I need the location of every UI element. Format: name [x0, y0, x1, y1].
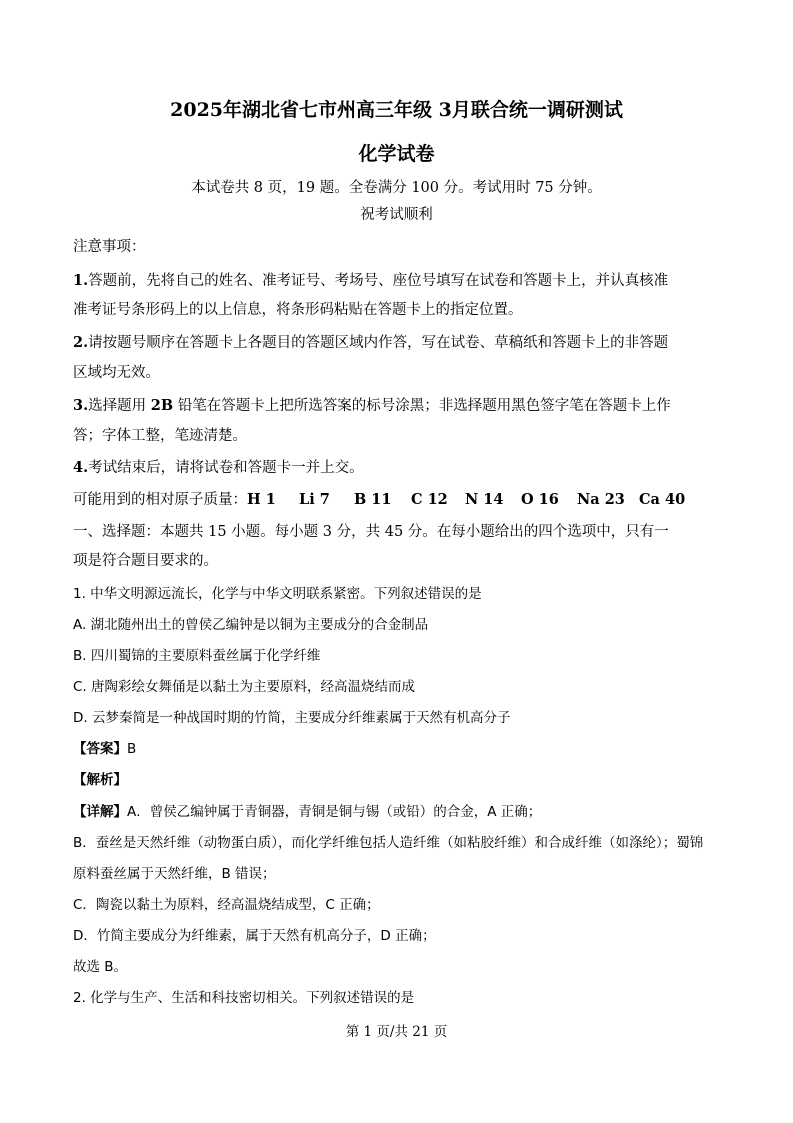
q1-stem: 1. 中华文明源远流长，化学与中华文明联系紧密。下列叙述错误的是 — [73, 586, 482, 602]
note-4-text: 考试结束后，请将试卷和答题卡一并上交。 — [88, 460, 364, 476]
note-4-line-1 — [73, 458, 364, 478]
atomic-mass-line — [73, 490, 685, 510]
note-2-text: 请按题号顺序在答题卡上各题目的答题区域内作答，写在试卷、草稿纸和答题卡上的非答题 — [88, 335, 669, 351]
note-2-number: 2. — [73, 334, 89, 351]
note-3-line-1 — [73, 396, 671, 416]
q1-detail-b-line-1: B．蚕丝是天然纤维（动物蛋白质），而化学纤维包括人造纤维（如粘胶纤维）和合成纤维（如涤纶）；蜀锦 — [73, 835, 704, 851]
notes-heading: 注意事项： — [73, 239, 146, 255]
q1-detail-b-line-2: 原料蚕丝属于天然纤维，B 错误； — [73, 866, 276, 882]
note-3-text-c: 铅笔在答题卡上把所选答案的标号涂黑；非选择题用黑色签字笔在答题卡上作 — [173, 398, 671, 414]
atomic-mass-item: Li 7 — [299, 491, 330, 508]
q1-detail-a — [73, 802, 541, 822]
atomic-mass-item: Ca 40 — [639, 491, 686, 508]
section-1-line-1: 一、选择题：本题共 15 小题。每小题 3 分，共 45 分。在每小题给出的四个选项中，只有一 — [73, 524, 669, 540]
note-1-text: 答题前，先将自己的姓名、准考证号、考场号、座位号填写在试卷和答题卡上，并认真核准 — [88, 273, 669, 289]
note-3-text-a: 选择题用 — [88, 398, 151, 414]
atomic-mass-label: 可能用到的相对原子质量： — [73, 492, 247, 508]
q1-answer — [73, 739, 136, 759]
atomic-mass-item: N 14 — [465, 491, 504, 508]
exam-subtitle: 化学试卷 — [358, 143, 435, 165]
page-footer: 第 1 页/共 21 页 — [345, 1024, 448, 1040]
section-1-line-2: 项是符合题目要求的。 — [73, 553, 218, 569]
note-3-line-2: 答；字体工整，笔迹清楚。 — [73, 428, 247, 444]
atomic-mass-item: C 12 — [411, 491, 448, 508]
q1-option-a: A. 湖北随州出土的曾侯乙编钟是以铜为主要成分的合金制品 — [73, 617, 429, 633]
atomic-mass-item: Na 23 — [577, 491, 625, 508]
note-3-number: 3. — [73, 397, 89, 414]
q1-option-d: D. 云梦秦简是一种战国时期的竹简，主要成分纤维素属于天然有机高分子 — [73, 710, 511, 726]
q2-stem: 2. 化学与生产、生活和科技密切相关。下列叙述错误的是 — [73, 990, 415, 1006]
note-4-number: 4. — [73, 459, 89, 476]
answer-value: B — [127, 741, 137, 757]
note-2-line-1 — [73, 333, 668, 353]
q1-detail-d: D．竹简主要成分为纤维素，属于天然有机高分子，D 正确； — [73, 928, 436, 944]
q1-option-b: B. 四川蜀锦的主要原料蚕丝属于化学纤维 — [73, 648, 321, 664]
note-1-line-2: 准考证号条形码上的以上信息，将条形码粘贴在答题卡上的指定位置。 — [73, 302, 523, 318]
detail-a-text: A．曾侯乙编钟属于青铜器，青铜是铜与锡（或铅）的合金，A 正确； — [127, 804, 542, 820]
atomic-mass-item: O 16 — [521, 491, 559, 508]
exam-wish: 祝考试顺利 — [360, 207, 433, 223]
detail-tag: 【详解】 — [73, 804, 127, 820]
q1-conclusion: 故选 B。 — [73, 959, 128, 975]
exam-info: 本试卷共 8 页，19 题。全卷满分 100 分。考试用时 75 分钟。 — [191, 180, 602, 196]
atomic-mass-item: B 11 — [354, 491, 392, 508]
note-3-pencil: 2B — [150, 397, 174, 414]
answer-tag: 【答案】 — [73, 741, 127, 757]
analysis-tag: 【解析】 — [73, 772, 127, 788]
q1-detail-c: C．陶瓷以黏土为原料，经高温烧结成型，C 正确； — [73, 897, 380, 913]
note-2-line-2: 区域均无效。 — [73, 365, 160, 381]
atomic-mass-item: H 1 — [247, 491, 276, 508]
q1-option-c: C. 唐陶彩绘女舞俑是以黏土为主要原料，经高温烧结而成 — [73, 679, 416, 695]
note-1-line-1 — [73, 271, 668, 291]
note-1-number: 1. — [73, 272, 89, 289]
exam-title: 2025年湖北省七市州高三年级 3月联合统一调研测试 — [170, 99, 623, 121]
